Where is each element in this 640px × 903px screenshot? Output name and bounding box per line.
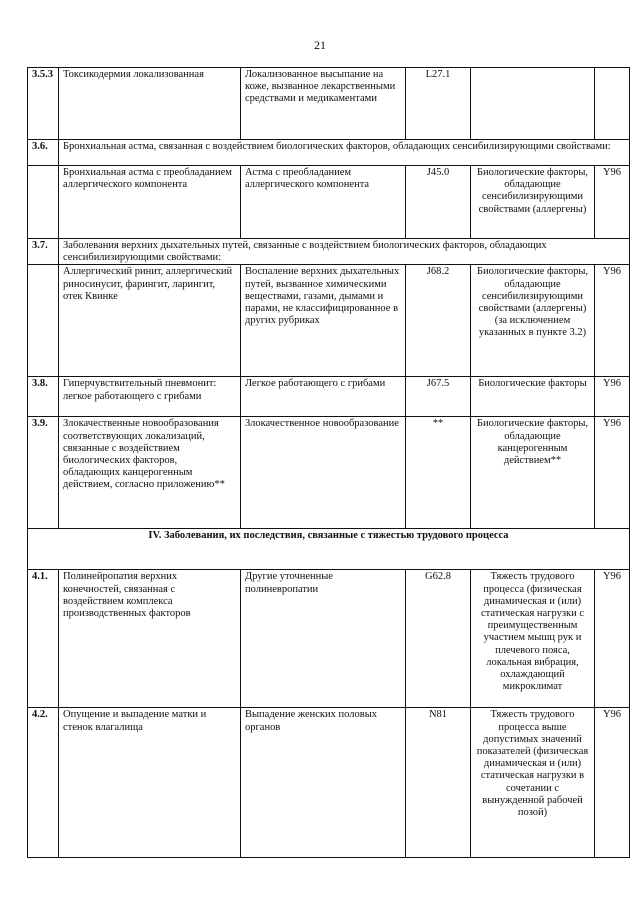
harmful-factor: Тяжесть трудового процесса (физическая динамическая и (или) статическая нагрузки с преимущественным участием мышц рук и плечевого пояса, локальная вибрация, охлаждающий микроклимат (471, 570, 595, 708)
table-row (28, 708, 630, 858)
table-row (28, 570, 630, 708)
external-cause-code: Y96 (595, 265, 630, 377)
nozology-name: Астма с преобладанием аллергического компонента (241, 166, 406, 239)
row-number (28, 265, 59, 377)
disease-name: Бронхиальная астма с преобладанием аллергического компонента (59, 166, 241, 239)
table-row-group-heading (28, 239, 630, 265)
icd-code: G62.8 (406, 570, 471, 708)
disease-name: Гиперчувствительный пневмонит: легкое работающего с грибами (59, 377, 241, 417)
page-number: 21 (314, 38, 326, 52)
icd-code: N81 (406, 708, 471, 858)
row-number: 3.8. (28, 377, 59, 417)
disease-name: Опущение и выпадение матки и стенок влагалища (59, 708, 241, 858)
table-row (28, 68, 630, 140)
table-row (28, 417, 630, 529)
icd-code: J68.2 (406, 265, 471, 377)
harmful-factor: Биологические факторы (471, 377, 595, 417)
nozology-name: Легкое работающего с грибами (241, 377, 406, 417)
row-number: 4.1. (28, 570, 59, 708)
table-row (28, 166, 630, 239)
group-heading: Заболевания верхних дыхательных путей, связанные с воздействием биологических факторов, обладающих сенсибилизирующими свойствами: (59, 239, 630, 265)
harmful-factor: Биологические факторы, обладающие канцерогенным действием** (471, 417, 595, 529)
disease-name: Злокачественные новообразования соответствующих локализаций, связанные с воздействием биологических факторов, обладающих канцерогенным действием, согласно приложению** (59, 417, 241, 529)
disease-name: Аллергический ринит, аллергический риносинусит, фарингит, ларингит, отек Квинке (59, 265, 241, 377)
icd-code: L27.1 (406, 68, 471, 140)
icd-code: ** (406, 417, 471, 529)
nozology-name: Локализованное высыпание на коже, вызванное лекарственными средствами и медикаментами (241, 68, 406, 140)
nozology-name: Другие уточненные полиневропатии (241, 570, 406, 708)
external-cause-code: Y96 (595, 570, 630, 708)
table-row-group-heading (28, 140, 630, 166)
group-heading: Бронхиальная астма, связанная с воздействием биологических факторов, обладающих сенсибилизирующими свойствами: (59, 140, 630, 166)
row-number (28, 166, 59, 239)
row-number: 4.2. (28, 708, 59, 858)
row-number: 3.7. (28, 239, 59, 265)
harmful-factor: Тяжесть трудового процесса выше допустимых значений показателей (физическая динамическая и (или) статическая нагрузки в сочетании с вынужденной рабочей позой) (471, 708, 595, 858)
section-heading: IV. Заболевания, их последствия, связанные с тяжестью трудового процесса (28, 529, 630, 570)
harmful-factor (471, 68, 595, 140)
nozology-name: Воспаление верхних дыхательных путей, вызванное химическими веществами, газами, дымами и парами, не классифицированное в других рубриках (241, 265, 406, 377)
external-cause-code: Y96 (595, 166, 630, 239)
nozology-name: Выпадение женских половых органов (241, 708, 406, 858)
icd-code: J67.5 (406, 377, 471, 417)
external-cause-code: Y96 (595, 377, 630, 417)
harmful-factor: Биологические факторы, обладающие сенсибилизирующими свойствами (аллергены) (за исключением указанных в пункте 3.2) (471, 265, 595, 377)
harmful-factor: Биологические факторы, обладающие сенсибилизирующими свойствами (аллергены) (471, 166, 595, 239)
row-number: 3.9. (28, 417, 59, 529)
external-cause-code: Y96 (595, 417, 630, 529)
disease-table (27, 67, 630, 858)
table-section-row (28, 529, 630, 570)
disease-name: Токсикодермия локализованная (59, 68, 241, 140)
external-cause-code (595, 68, 630, 140)
disease-name: Полинейропатия верхних конечностей, связанная с воздействием комплекса производственных факторов (59, 570, 241, 708)
row-number: 3.6. (28, 140, 59, 166)
icd-code: J45.0 (406, 166, 471, 239)
external-cause-code: Y96 (595, 708, 630, 858)
row-number: 3.5.3 (28, 68, 59, 140)
nozology-name: Злокачественное новообразование (241, 417, 406, 529)
table-row (28, 265, 630, 377)
table-row (28, 377, 630, 417)
